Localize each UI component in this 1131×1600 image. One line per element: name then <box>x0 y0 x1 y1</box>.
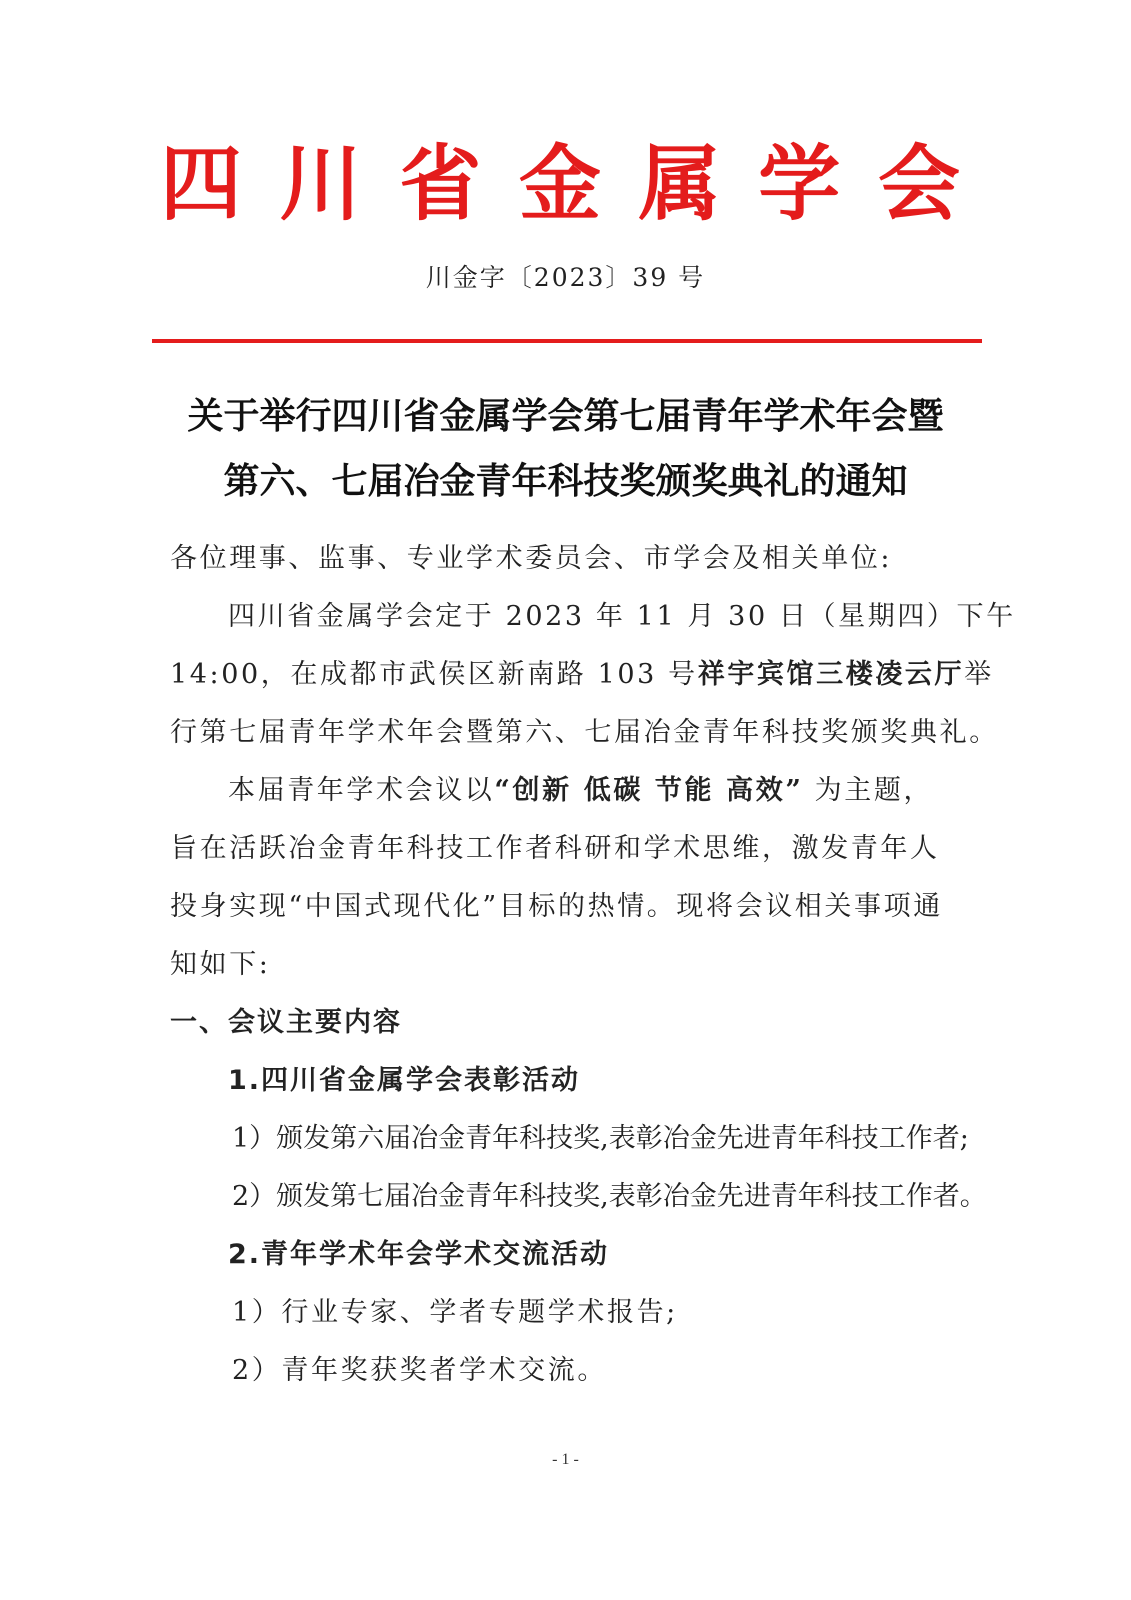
paragraph-1-line-2 <box>170 652 994 691</box>
paragraph-text: 本届青年学术会议以 <box>228 775 495 806</box>
masthead-char: 四 <box>160 137 243 232</box>
page-number: - 1 - <box>552 1451 579 1468</box>
masthead-char: 会 <box>877 137 960 232</box>
subsection-2-item-2: 2）青年奖获奖者学术交流。 <box>232 1355 607 1386</box>
paragraph-text: 为主题， <box>803 775 934 806</box>
venue-highlight: 祥宇宾馆三楼凌云厅 <box>697 659 965 690</box>
section-heading-1: 一、会议主要内容 <box>170 1007 402 1038</box>
salutation: 各位理事、监事、专业学术委员会、市学会及相关单位: <box>170 543 893 574</box>
document-number: 川金字〔2023〕39 号 <box>425 263 706 292</box>
notice-title-line-2: 第六、七届冶金青年科技奖颁奖典礼的通知 <box>223 461 908 502</box>
paragraph-2-line-3: 投身实现“中国式现代化”目标的热情。现将会议相关事项通 <box>170 891 943 922</box>
masthead-char: 属 <box>638 137 721 232</box>
subsection-1-item-2: 2）颁发第七届冶金青年科技奖,表彰冶金先进青年科技工作者。 <box>232 1181 987 1212</box>
red-divider <box>152 339 982 343</box>
org-masthead <box>160 137 960 232</box>
masthead-char: 金 <box>518 137 601 232</box>
masthead-char: 学 <box>758 137 841 232</box>
paragraph-2-line-2: 旨在活跃冶金青年科技工作者科研和学术思维，激发青年人 <box>170 833 940 864</box>
masthead-char: 省 <box>399 137 482 232</box>
paragraph-text: 举 <box>964 659 994 690</box>
theme-highlight: “创新 低碳 节能 高效” <box>494 775 804 806</box>
paragraph-text: 14:00，在成都市武侯区新南路 103 号 <box>170 659 698 690</box>
paragraph-2-line-1 <box>228 768 1018 807</box>
paragraph-1-line-3: 行第七届青年学术年会暨第六、七届冶金青年科技奖颁奖典礼。 <box>170 717 999 748</box>
notice-title-line-1: 关于举行四川省金属学会第七届青年学术年会暨 <box>187 396 944 437</box>
paragraph-2-line-4: 知如下: <box>170 949 271 980</box>
paragraph-1-line-1: 四川省金属学会定于 2023 年 11 月 30 日（星期四）下午 <box>228 601 1016 632</box>
subsection-heading-2: 2.青年学术年会学术交流活动 <box>228 1239 610 1270</box>
masthead-char: 川 <box>279 137 362 232</box>
subsection-2-item-1: 1）行业专家、学者专题学术报告; <box>232 1297 678 1328</box>
subsection-heading-1: 1.四川省金属学会表彰活动 <box>228 1065 581 1096</box>
subsection-1-item-1: 1）颁发第六届冶金青年科技奖,表彰冶金先进青年科技工作者; <box>232 1123 969 1154</box>
